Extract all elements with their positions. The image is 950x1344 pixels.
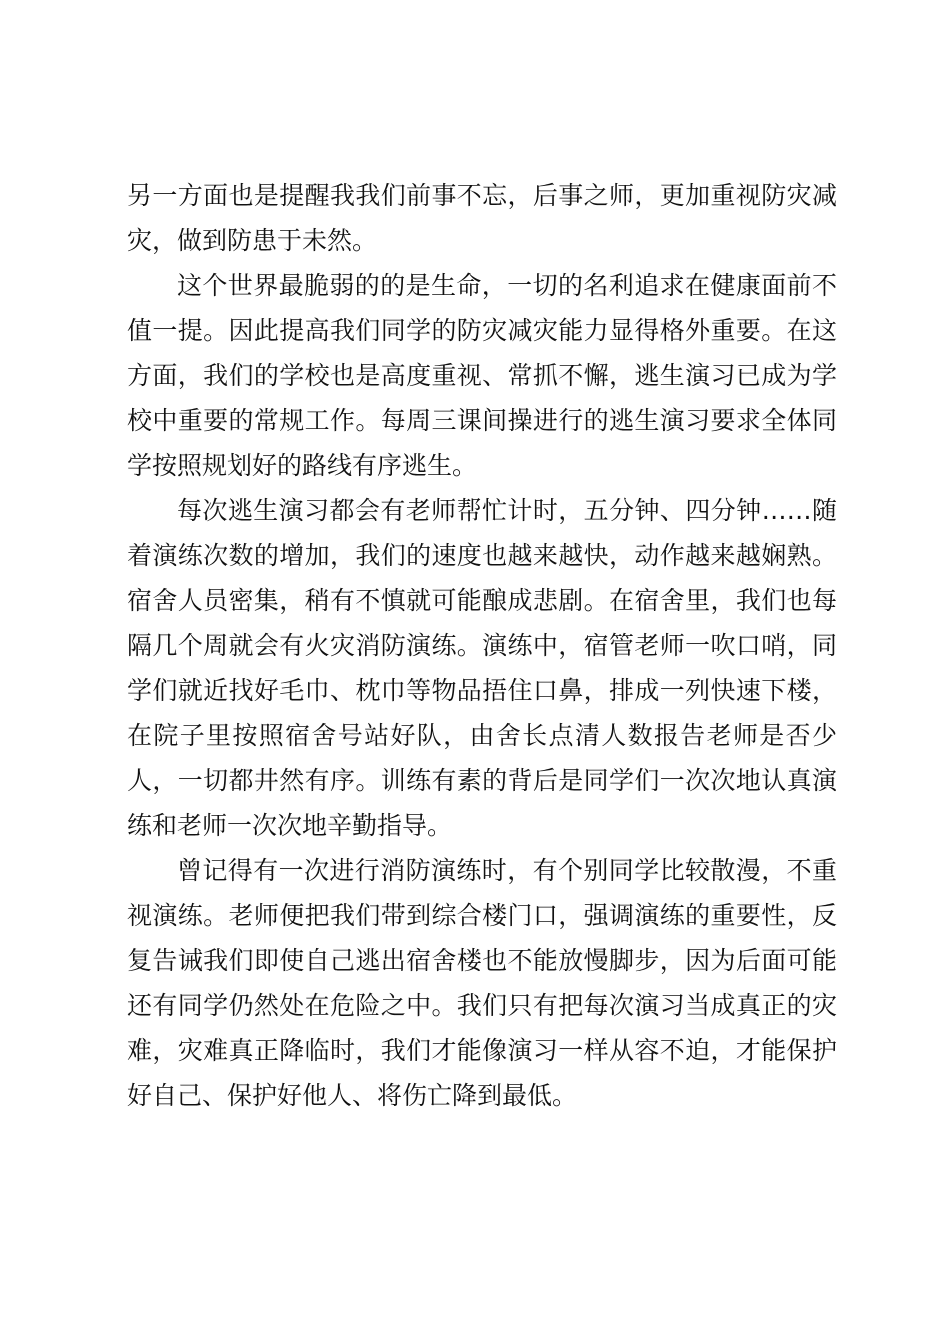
paragraph-1: 另一方面也是提醒我我们前事不忘，后事之师，更加重视防灾减灾，做到防患于未然。	[127, 181, 837, 255]
paragraph-2: 这个世界最脆弱的的是生命，一切的名利追求在健康面前不值一提。因此提高我们同学的防灾减灾能力显得格外重要。在这方面，我们的学校也是高度重视、常抓不懈，逃生演习已成为学校中重要的常规工作。每周三课间操进行的逃生演习要求全体同学按照规划好的路线有序逃生。	[127, 271, 837, 480]
document-body	[127, 173, 837, 1118]
paragraph-4: 曾记得有一次进行消防演练时，有个别同学比较散漫，不重视演练。老师便把我们带到综合楼门口，强调演练的重要性，反复告诫我们即使自己逃出宿舍楼也不能放慢脚步，因为后面可能还有同学仍然处在危险之中。我们只有把每次演习当成真正的灾难，灾难真正降临时，我们才能像演习一样从容不迫，才能保护好自己、保护好他人、将伤亡降到最低。	[127, 856, 837, 1110]
paragraph-3: 每次逃生演习都会有老师帮忙计时，五分钟、四分钟……随着演练次数的增加，我们的速度也越来越快，动作越来越娴熟。宿舍人员密集，稍有不慎就可能酿成悲剧。在宿舍里，我们也每隔几个周就会有火灾消防演练。演练中，宿管老师一吹口哨，同学们就近找好毛巾、枕巾等物品捂住口鼻，排成一列快速下楼，在院子里按照宿舍号站好队，由舍长点清人数报告老师是否少人，一切都井然有序。训练有素的背后是同学们一次次地认真演练和老师一次次地辛勤指导。	[127, 496, 837, 840]
